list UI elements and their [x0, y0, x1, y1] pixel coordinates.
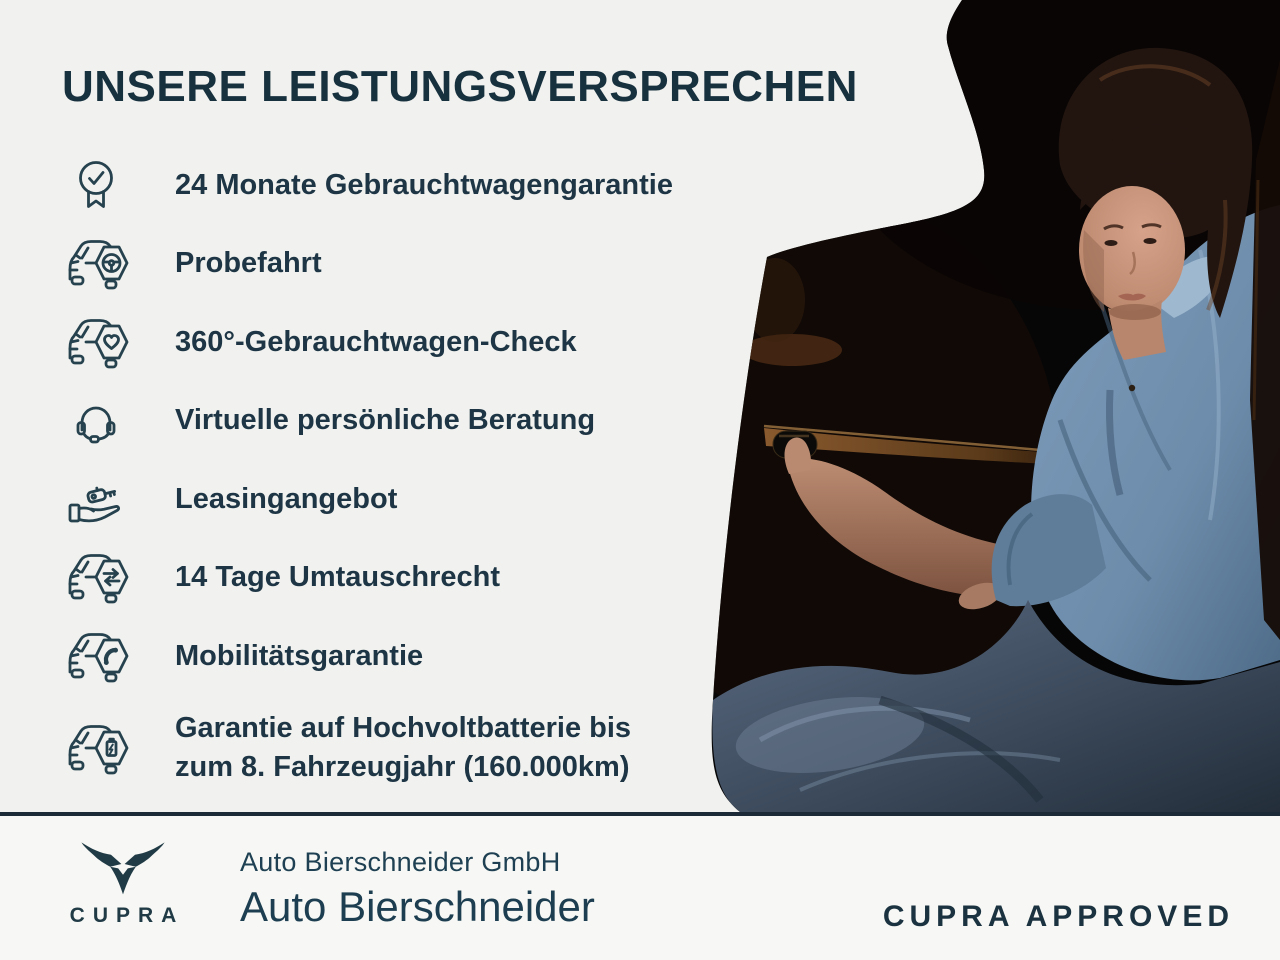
promise-label: Mobilitätsgarantie: [175, 639, 424, 672]
page-title: UNSERE LEISTUNGSVERSPRECHEN: [62, 62, 858, 111]
list-item: [62, 153, 673, 217]
headset-icon: [62, 388, 130, 452]
car-heart-badge-icon: [62, 310, 130, 374]
promise-label: Leasingangebot: [175, 482, 398, 515]
cupra-emblem-icon: [73, 840, 173, 896]
list-item: [62, 310, 577, 374]
cupra-logo: [58, 840, 188, 928]
list-item: [62, 545, 500, 609]
promise-label-line1: Garantie auf Hochvoltbatterie bis: [175, 712, 632, 744]
promise-label: Probefahrt: [175, 246, 322, 279]
list-item: [62, 712, 632, 783]
promise-label: 360°-Gebrauchtwagen-Check: [175, 325, 577, 358]
car-interior-photo-art: [680, 0, 1280, 813]
dealer-name-small: Auto Bierschneider GmbH: [240, 847, 561, 877]
car-swap-arrows-icon: [62, 545, 130, 609]
car-interior-photo: [680, 0, 1280, 813]
car-battery-badge-icon: [62, 716, 130, 780]
car-steering-wheel-icon: [62, 231, 130, 295]
promise-label: 14 Tage Umtauschrecht: [175, 560, 501, 593]
footer: [0, 816, 1280, 960]
promise-label: Virtuelle persönliche Beratung: [175, 403, 596, 436]
list-item: [62, 467, 397, 531]
promise-label: [175, 709, 631, 787]
cupra-approved-label: CUPRA APPROVED: [882, 900, 1234, 933]
dealer-block: [240, 846, 595, 932]
cupra-wordmark: CUPRA: [69, 904, 185, 927]
ribbon-check-icon: [62, 153, 130, 217]
promise-label-line2: zum 8. Fahrzeugjahr (160.000km): [175, 751, 630, 783]
list-item: [62, 388, 595, 452]
list-item: [62, 231, 322, 295]
car-phone-badge-icon: [62, 624, 130, 688]
promise-label: 24 Monate Gebrauchtwagengarantie: [175, 168, 673, 201]
hand-car-key-icon: [62, 467, 130, 531]
list-item: [62, 624, 423, 688]
dealer-name-large: Auto Bierschneider: [240, 883, 595, 930]
